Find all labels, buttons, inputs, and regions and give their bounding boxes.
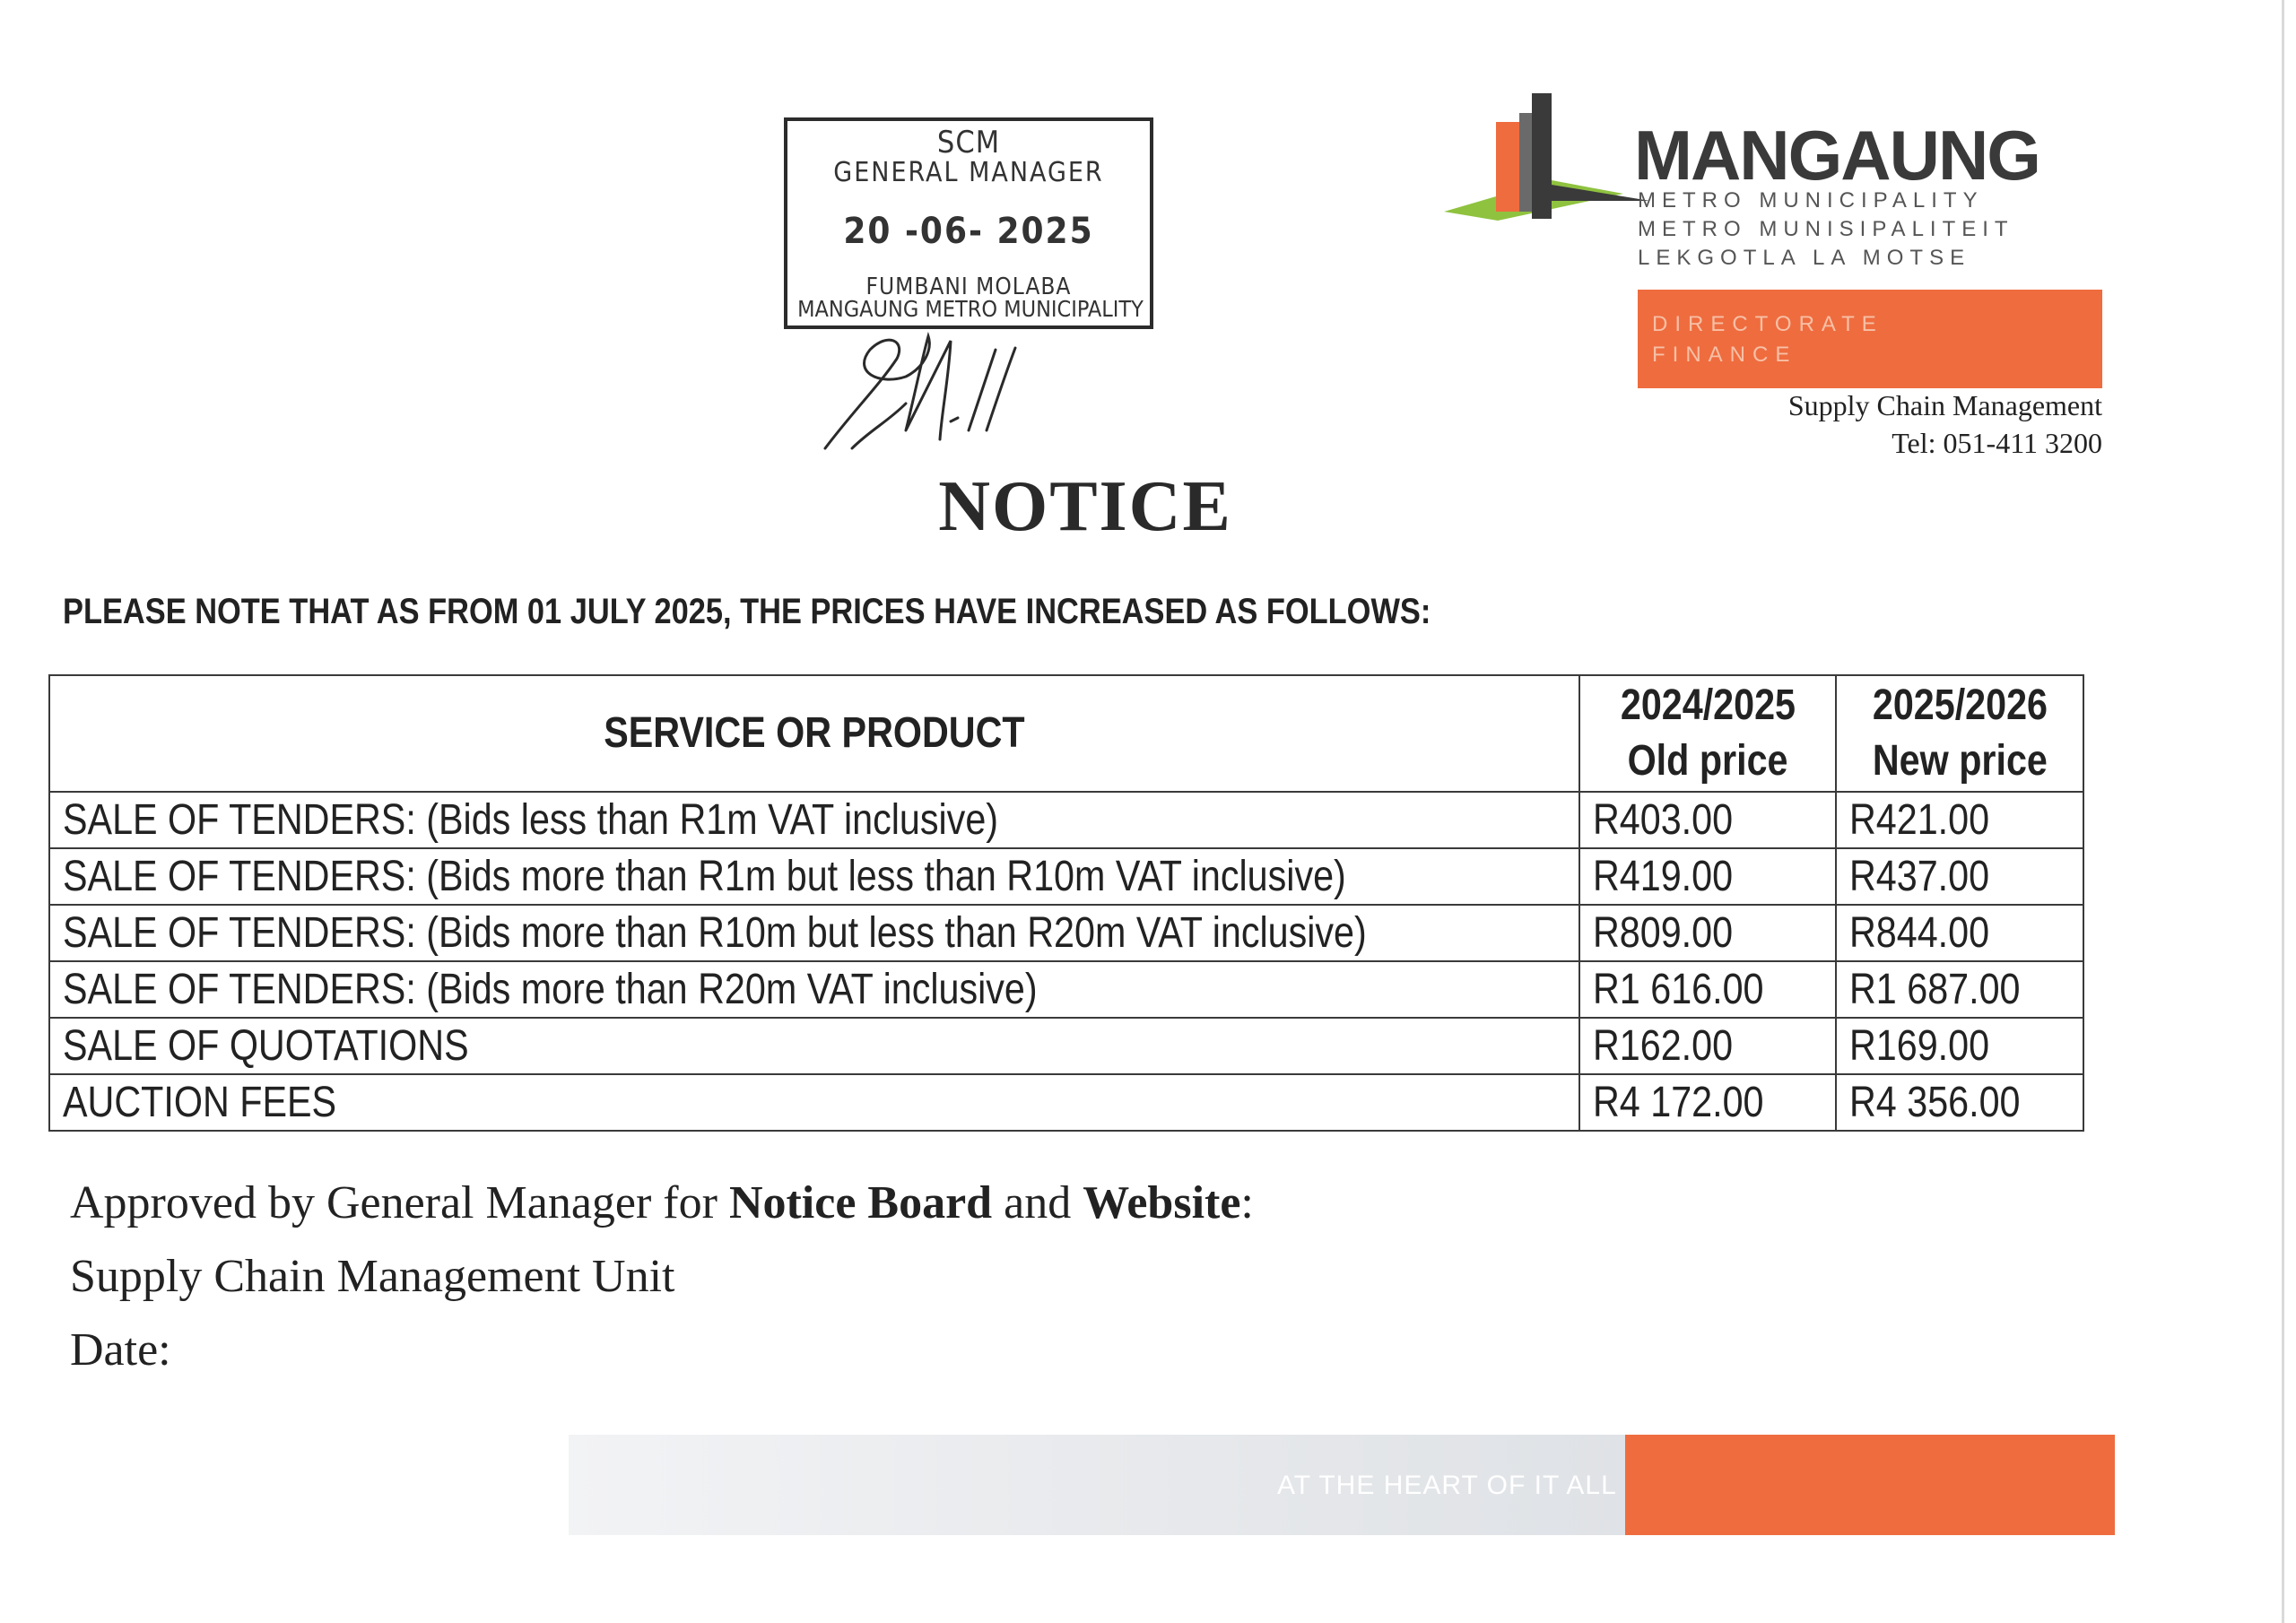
service-cell: SALE OF TENDERS: (Bids more than R10m but less than R20m VAT inclusive)	[49, 905, 1579, 961]
table-row	[49, 848, 2083, 905]
website-label: Website	[1083, 1177, 1241, 1228]
table-row	[49, 1018, 2083, 1074]
header-old-price: 2024/2025 Old price	[1579, 675, 1836, 792]
table-row	[49, 905, 2083, 961]
table-header-row	[49, 675, 2083, 792]
new-price-cell: R437.00	[1836, 848, 2083, 905]
notice-intro: PLEASE NOTE THAT AS FROM 01 JULY 2025, THE PRICES HAVE INCREASED AS FOLLOWS:	[63, 592, 1431, 631]
directorate-line-1: DIRECTORATE	[1652, 312, 1883, 336]
notice-board-label: Notice Board	[728, 1177, 993, 1228]
stamp-name: FUMBANI MOLABA	[865, 273, 1072, 300]
stamp-dept: SCM	[936, 125, 1001, 161]
contact-tel: Tel: 051-411 3200	[1892, 427, 2102, 459]
new-price-cell: R169.00	[1836, 1018, 2083, 1074]
directorate-line-2: FINANCE	[1652, 343, 1797, 367]
stamp-date: 20 -06- 2025	[843, 211, 1094, 252]
approval-unit: Supply Chain Management Unit	[70, 1251, 675, 1302]
footer-band-orange	[1625, 1435, 2115, 1535]
table-row	[49, 961, 2083, 1018]
page-edge-divider	[2282, 0, 2284, 1623]
logo-subtitle-3: LEKGOTLA LA MOTSE	[1638, 246, 1971, 270]
service-cell: SALE OF QUOTATIONS	[49, 1018, 1579, 1074]
logo-subtitle-1: METRO MUNICIPALITY	[1638, 188, 1984, 213]
new-price-cell: R421.00	[1836, 792, 2083, 848]
old-price-cell: R419.00	[1579, 848, 1836, 905]
service-cell: SALE OF TENDERS: (Bids more than R1m but less than R10m VAT inclusive)	[49, 848, 1579, 905]
logo-subtitle-2: METRO MUNISIPALITEIT	[1638, 217, 2014, 241]
header-service: SERVICE OR PRODUCT	[49, 675, 1579, 792]
service-cell: SALE OF TENDERS: (Bids less than R1m VAT inclusive)	[49, 792, 1579, 848]
contact-unit: Supply Chain Management	[1787, 389, 2102, 421]
footer-tagline: AT THE HEART OF IT ALL	[1277, 1471, 1617, 1500]
old-price-cell: R809.00	[1579, 905, 1836, 961]
header-new-price: 2025/2026 New price	[1836, 675, 2083, 792]
old-price-cell: R4 172.00	[1579, 1074, 1836, 1131]
table-row	[49, 1074, 2083, 1131]
logo-wordmark: MANGAUNG	[1634, 116, 2039, 195]
new-price-cell: R1 687.00	[1836, 961, 2083, 1018]
directorate-badge	[1638, 290, 2102, 388]
date-label: Date:	[70, 1324, 171, 1376]
table-row	[49, 792, 2083, 848]
stamp-title: GENERAL MANAGER	[833, 157, 1104, 188]
notice-title: NOTICE	[938, 467, 1232, 546]
signature-icon	[816, 323, 1067, 457]
old-price-cell: R162.00	[1579, 1018, 1836, 1074]
price-table	[48, 674, 2084, 1132]
old-price-cell: R1 616.00	[1579, 961, 1836, 1018]
approval-stamp	[784, 117, 1153, 329]
new-price-cell: R844.00	[1836, 905, 2083, 961]
service-cell: SALE OF TENDERS: (Bids more than R20m VAT inclusive)	[49, 961, 1579, 1018]
service-cell: AUCTION FEES	[49, 1074, 1579, 1131]
old-price-cell: R403.00	[1579, 792, 1836, 848]
new-price-cell: R4 356.00	[1836, 1074, 2083, 1131]
mangaung-logo-icon	[1444, 86, 1650, 230]
approval-line: Approved by General Manager for Notice Board and Website:	[70, 1177, 1254, 1228]
stamp-org: MANGAUNG METRO MUNICIPALITY	[797, 296, 1144, 322]
